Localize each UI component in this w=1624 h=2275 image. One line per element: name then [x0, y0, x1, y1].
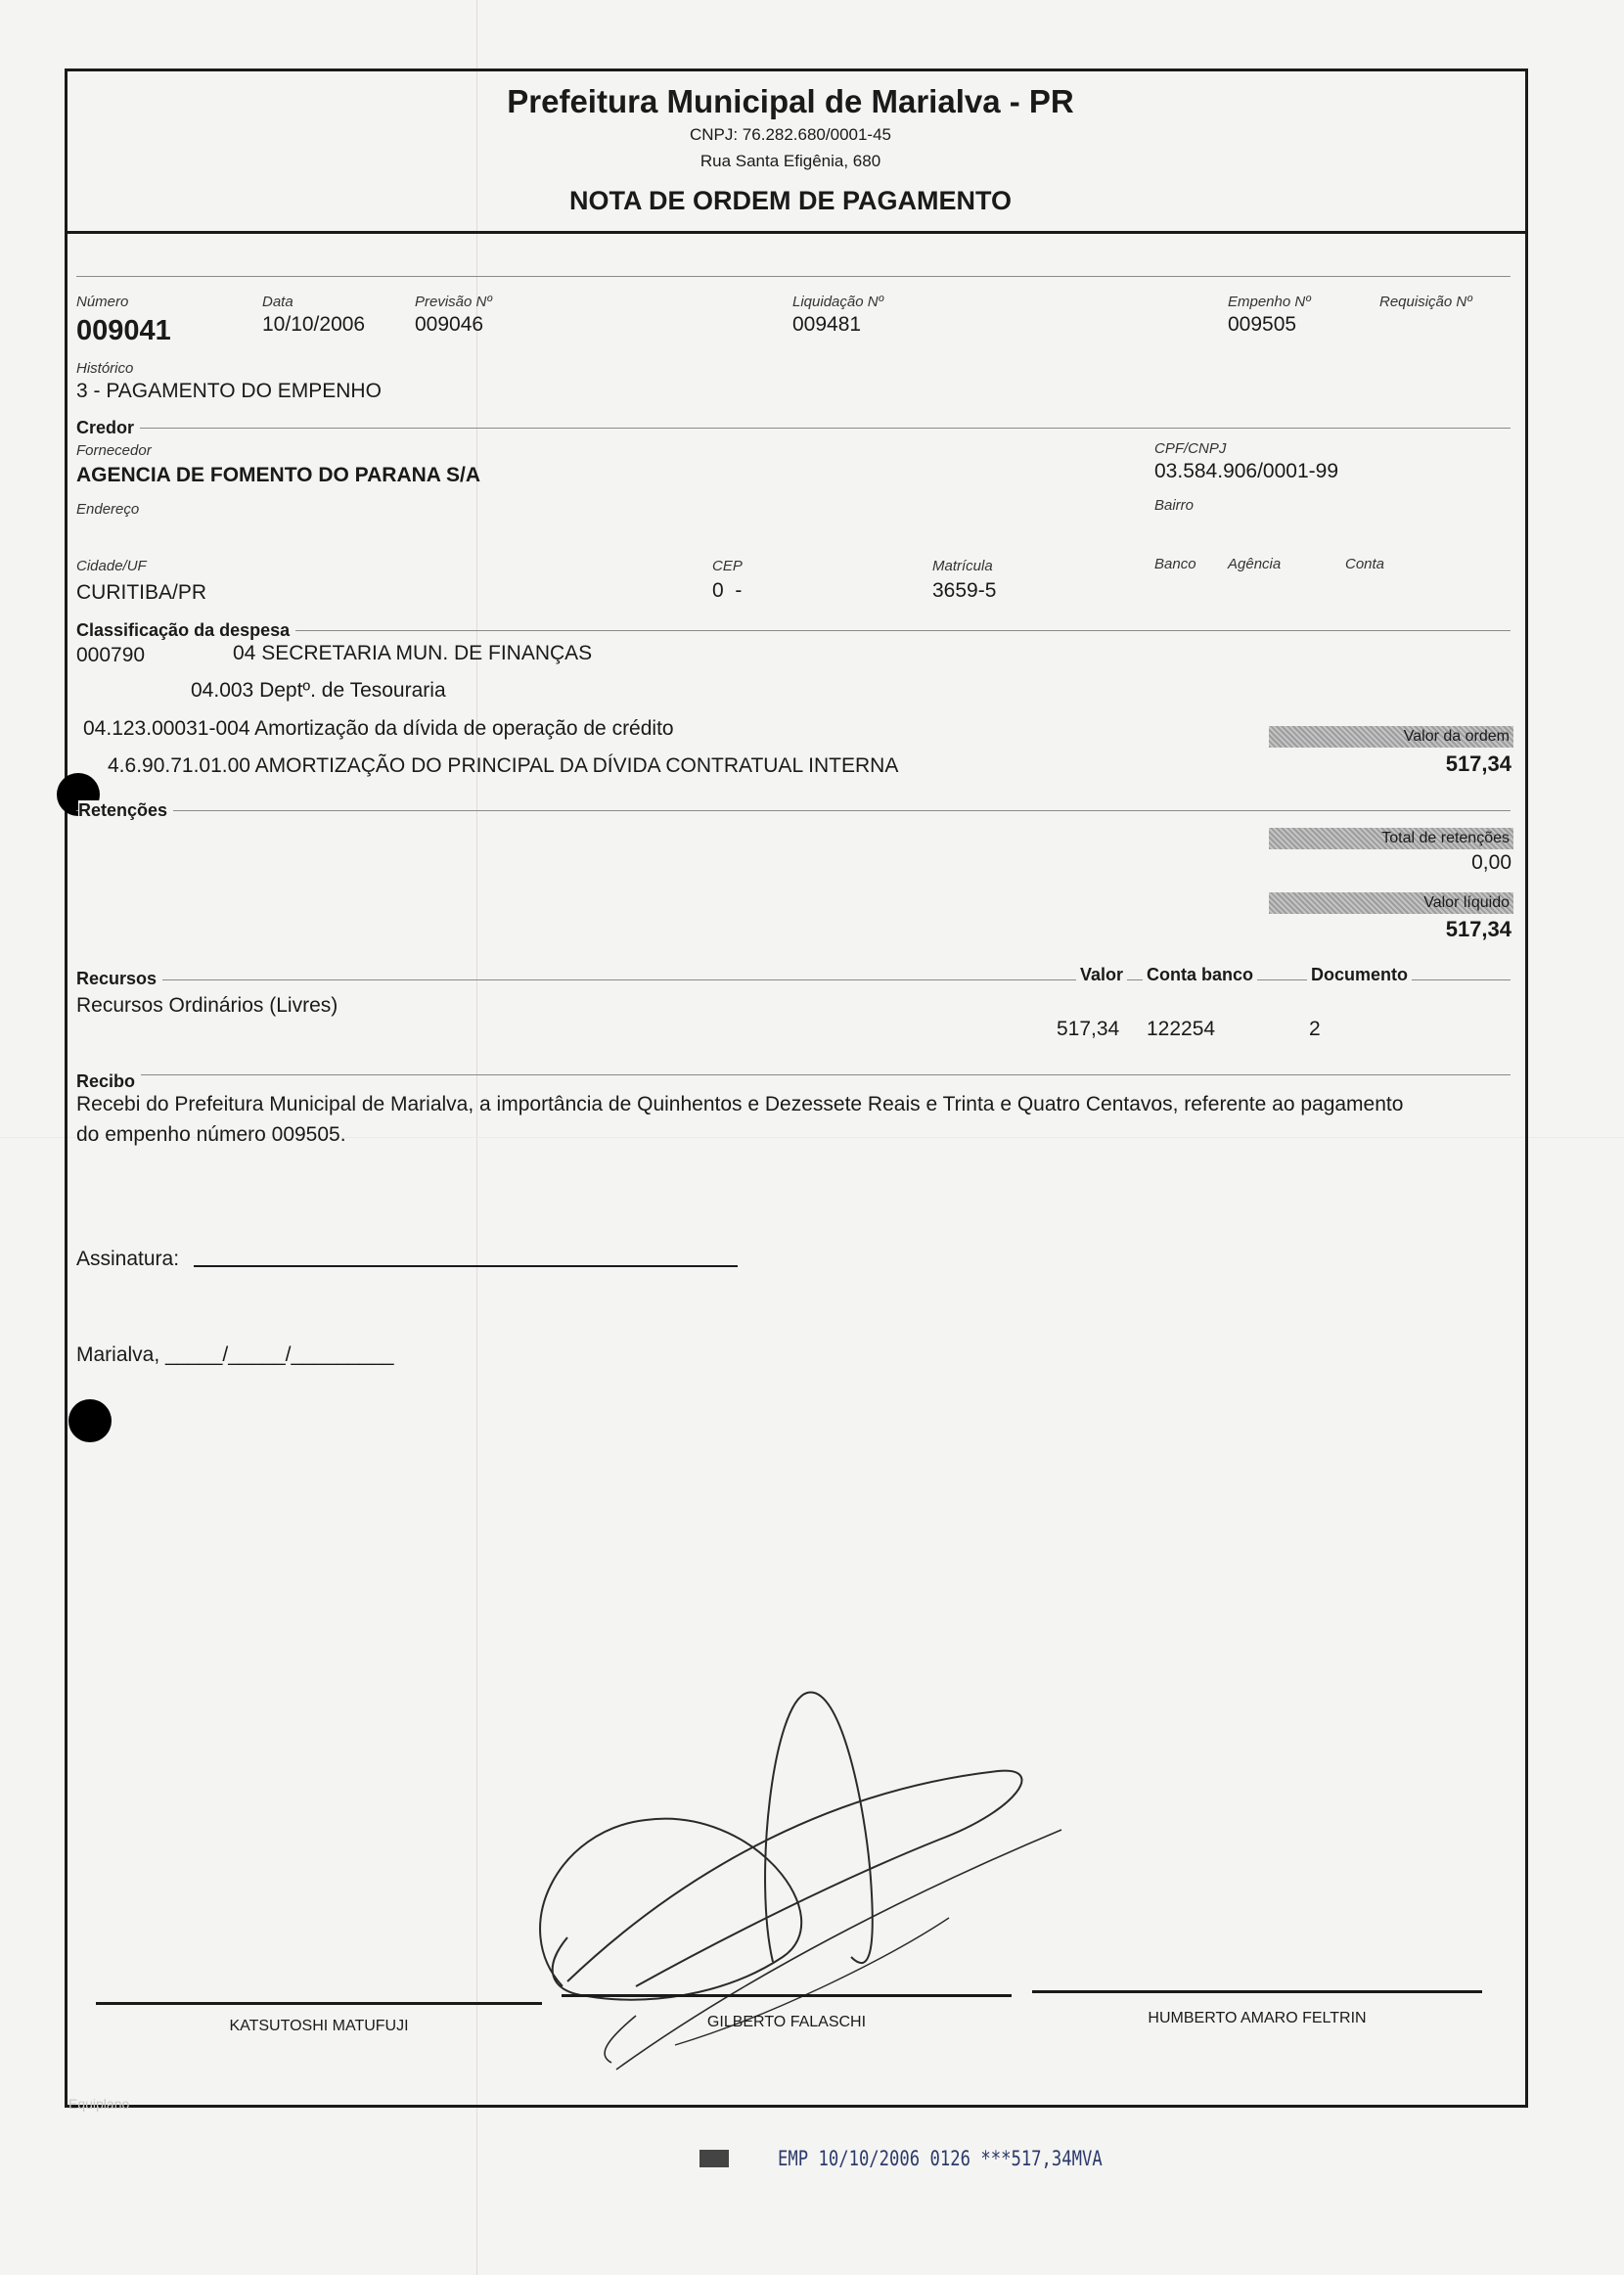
signatory-3: HUMBERTO AMARO FELTRIN	[1148, 2010, 1367, 2026]
retencoes-rule	[76, 810, 1511, 811]
recursos-valor: 517,34	[1057, 1018, 1120, 1040]
recursos-documento-label: Documento	[1307, 965, 1412, 985]
recibo-text-line1: Recebi do Prefeitura Municipal de Marialva, a importância de Quinhentos e Dezessete Reais e Trinta e Quatro Centavos, referente ao pagamento	[76, 1093, 1404, 1115]
signatory-1: KATSUTOSHI MATUFUJI	[229, 2018, 409, 2034]
signature-line-1	[96, 2002, 542, 2005]
recibo-section: Recibo	[76, 1071, 141, 1092]
recursos-conta-label: Conta banco	[1143, 965, 1257, 985]
liquidacao-value: 009481	[792, 313, 862, 336]
cep-value: 0 -	[712, 579, 743, 602]
empenho-label: Empenho Nº	[1228, 294, 1311, 310]
historico-label: Histórico	[76, 360, 134, 377]
cidade-label: Cidade/UF	[76, 558, 147, 574]
recursos-item: Recursos Ordinários (Livres)	[76, 994, 338, 1017]
empenho-value: 009505	[1228, 313, 1297, 336]
recibo-rule	[76, 1074, 1511, 1075]
classificacao-code: 000790	[76, 644, 146, 666]
retencoes-section: Retenções	[78, 800, 173, 821]
credor-section: Credor	[76, 418, 140, 438]
assinatura-label: Assinatura:	[76, 1248, 180, 1270]
org-address: Rua Santa Efigênia, 680	[699, 152, 881, 170]
numero-value: 009041	[76, 315, 171, 346]
matricula-label: Matrícula	[932, 558, 993, 574]
valor-liquido-value: 517,34	[1445, 917, 1511, 941]
classificacao-section: Classificação da despesa	[76, 620, 295, 641]
classificacao-line2: 04.003 Deptº. de Tesouraria	[191, 679, 446, 702]
org-cnpj: CNPJ: 76.282.680/0001-45	[689, 125, 892, 144]
recursos-conta: 122254	[1147, 1018, 1216, 1040]
fornecedor-value: AGENCIA DE FOMENTO DO PARANA S/A	[76, 464, 481, 486]
recursos-rule	[76, 979, 1511, 980]
stamp-logo	[699, 2150, 729, 2167]
cpf-value: 03.584.906/0001-99	[1154, 460, 1339, 482]
ids-rule	[76, 276, 1511, 277]
data-value: 10/10/2006	[262, 313, 366, 336]
assinatura-line	[194, 1265, 738, 1267]
recursos-section: Recursos	[76, 969, 162, 989]
classificacao-line4: 4.6.90.71.01.00 AMORTIZAÇÃO DO PRINCIPAL DA DÍVIDA CONTRATUAL INTERNA	[108, 754, 899, 777]
numero-label: Número	[76, 294, 129, 310]
previsao-label: Previsão Nº	[415, 294, 492, 310]
payment-stamp: EMP 10/10/2006 0126 ***517,34MVA	[778, 2147, 1103, 2170]
valor-ordem-label: Valor da ordem	[1269, 726, 1513, 748]
doc-title: NOTA DE ORDEM DE PAGAMENTO	[568, 186, 1012, 215]
signatory-2: GILBERTO FALASCHI	[706, 2014, 867, 2030]
banco-label: Banco	[1154, 556, 1196, 572]
requisicao-label: Requisição Nº	[1379, 294, 1472, 310]
credor-rule	[76, 428, 1511, 429]
classificacao-line3: 04.123.00031-004 Amortização da dívida de operação de crédito	[83, 717, 674, 740]
total-retencoes-value: 0,00	[1471, 851, 1511, 874]
cep-label: CEP	[712, 558, 743, 574]
header-divider	[65, 231, 1528, 234]
signature-line-3	[1032, 1990, 1482, 1993]
agencia-label: Agência	[1228, 556, 1282, 572]
previsao-value: 009046	[415, 313, 484, 336]
valor-liquido-label: Valor líquido	[1269, 892, 1513, 914]
matricula-value: 3659-5	[932, 579, 997, 602]
recibo-text-line2: do empenho número 009505.	[76, 1123, 346, 1146]
data-label: Data	[262, 294, 293, 310]
cpf-label: CPF/CNPJ	[1154, 440, 1227, 457]
historico-value: 3 - PAGAMENTO DO EMPENHO	[76, 380, 382, 402]
fornecedor-label: Fornecedor	[76, 442, 152, 459]
signature-line-2	[562, 1994, 1012, 1997]
total-retencoes-label: Total de retenções	[1269, 828, 1513, 849]
liquidacao-label: Liquidação Nº	[792, 294, 884, 310]
punch-hole-2	[68, 1399, 112, 1442]
endereco-label: Endereço	[76, 501, 140, 518]
bairro-label: Bairro	[1154, 497, 1195, 514]
classificacao-line1: 04 SECRETARIA MUN. DE FINANÇAS	[233, 642, 593, 664]
recursos-documento: 2	[1309, 1018, 1321, 1040]
valor-ordem-value: 517,34	[1445, 751, 1511, 776]
conta-label: Conta	[1345, 556, 1385, 572]
watermark: Equiplano	[68, 2096, 130, 2112]
cidade-value: CURITIBA/PR	[76, 581, 207, 604]
date-place-line: Marialva, _____/_____/_________	[76, 1343, 394, 1366]
recursos-valor-label: Valor	[1076, 965, 1127, 985]
org-title: Prefeitura Municipal de Marialva - PR	[507, 83, 1074, 119]
